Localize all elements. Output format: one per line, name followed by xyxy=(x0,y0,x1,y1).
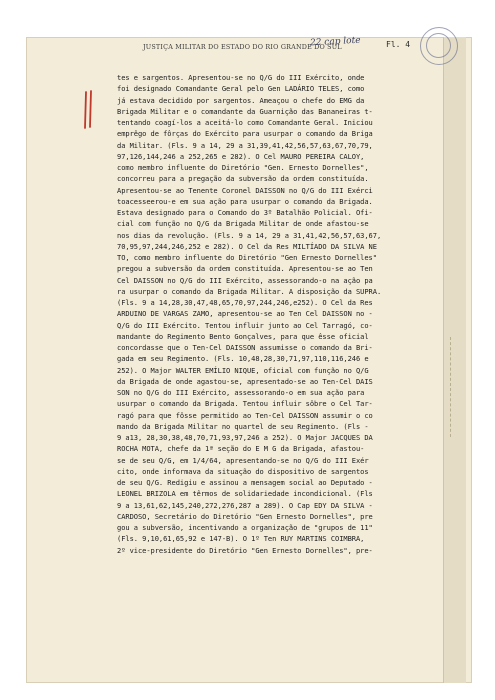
text-line: (Fls. 9 a 14,28,30,47,48,65,70,97,244,246,e252). O Cel da Res xyxy=(117,298,373,307)
text-line: mando da Brigada Militar no quartel de seu Regimento. (Fls - xyxy=(117,421,369,431)
text-line: 252). O Major WALTER EMÍLIO NIQUE, oficial com função no Q/G xyxy=(117,365,369,375)
body-text xyxy=(117,72,462,556)
text-line: como membro influente do Diretório "Gen. Ernesto Dornelles", xyxy=(117,163,369,172)
text-line: concordasse que o Ten-Cel DAISSON assumisse o comando da Bri- xyxy=(117,343,373,352)
text-line: tentando coagí-los a aceitá-lo como Comandante Geral. Iniciou xyxy=(117,118,373,127)
text-line: cito, onde informava da situação do dispositivo de sargentos xyxy=(117,466,369,476)
text-line: da Militar. (Fls. 9 a 14, 29 a 31,39,41,42,56,57,63,67,70,79, xyxy=(117,140,373,150)
handwritten-note: 22 cap lote xyxy=(309,35,361,49)
text-line: Cel DAISSON no Q/G do III Exército, assessorando-o na ação pa xyxy=(117,275,373,285)
text-line: (Fls. 9,10,61,65,92 e 147-B). O 1º Ten RUY MARTINS COIMBRA, xyxy=(117,534,365,544)
text-line: LEONEL BRIZOLA em têrmos de solidariedade incondicional. (Fls xyxy=(117,489,373,499)
text-line: concorreu para a pregação da subversão da ordem constituída. xyxy=(117,174,369,184)
page-number: Fl. 4 xyxy=(386,40,411,49)
text-line: Q/G do III Exército. Tentou influir junto ao Cel Tarragó, co- xyxy=(117,320,373,330)
text-line: se de seu Q/G, em 1/4/64, apresentando-se no Q/G do III Exér xyxy=(117,455,369,465)
text-line: CARDOSO, Secretário do Diretório "Gen Ernesto Dornelles", pre xyxy=(117,511,373,521)
red-margin-mark-icon xyxy=(82,90,98,130)
text-line: 9 a13, 28,30,38,48,70,71,93,97,246 a 252). O Major JACQUES DA xyxy=(117,433,373,442)
text-line: tes e sargentos. Apresentou-se no Q/G do III Exército, onde xyxy=(117,73,365,82)
text-line: nos dias da revolução. (Fls. 9 a 14, 29 a 31,41,42,56,57,63,67, xyxy=(117,230,382,240)
text-line: mandante do Regimento Bento Gonçalves, para que êsse oficial xyxy=(117,331,369,341)
text-line: de seu Q/G. Redigiu e assinou a mensagem social ao Deputado - xyxy=(117,478,373,487)
text-line: foi designado Comandante Geral pelo Gen LADÁRIO TELES, como xyxy=(117,84,365,94)
text-line: TO, como membro influente do Diretório "Gen Ernesto Dornelles" xyxy=(117,253,377,262)
text-line: Apresentou-se ao Tenente Coronel DAISSON no Q/G do III Exérci xyxy=(117,185,373,195)
text-line: 97,126,144,246 a 252,265 e 282). O Cel MAURO PEREIRA CALOY, xyxy=(117,151,365,161)
text-line: cial com função no Q/G da Brigada Militar de onde afastou-se xyxy=(117,219,369,229)
text-line: 70,95,97,244,246,252 e 282). O Cel da Res MILTÍADO DA SILVA NE xyxy=(117,241,377,251)
text-line: ragó para que fôsse permitido ao Ten-Cel DAISSON assumir o co xyxy=(117,410,373,420)
text-line: toacesseerou-e em sua ação para usurpar o comando da Brigada. xyxy=(117,196,373,206)
text-line: 9 a 13,61,62,145,240,272,276,287 a 289). O Cap EDY DA SILVA - xyxy=(117,500,373,510)
text-line: emprêgo de fôrças do Exército para usurpar o comando da Briga xyxy=(117,129,373,139)
text-line: ROCHA MOTA, chefe da 1ª seção do E M G da Brigada, afastou- xyxy=(117,444,365,454)
text-line: pregou a subversão da ordem constituída. Apresentou-se ao Ten xyxy=(117,264,373,274)
text-line: Estava designado para o Comando do 3º Batalhão Policial. Ofi- xyxy=(117,208,373,217)
stamp-seal xyxy=(420,27,458,65)
text-line: SON no Q/G do III Exército, assessorando-o em sua ação para xyxy=(117,388,365,397)
text-line: ARDUINO DE VARGAS ZAMO, apresentou-se ao Ten Cel DAISSON no - xyxy=(117,309,373,319)
text-line: usurpar o comando da Brigada. Tentou influir sôbre o Cel Tar- xyxy=(117,399,373,409)
text-line: gada em seu Regimento. (Fls. 10,48,28,30,71,97,110,116,246 e xyxy=(117,354,369,364)
text-line: ra usurpar o comando da Brigada Militar. A disposição da SUPRA. xyxy=(117,286,382,296)
text-line: gou a subversão, incentivando a organização de "grupos de 11" xyxy=(117,523,373,532)
text-line: já estava decidido por sargentos. Ameaçou o chefe do EMG da xyxy=(117,95,365,105)
text-line: 2º vice-presidente do Diretório "Gen Ernesto Dornelles", pre- xyxy=(117,545,373,555)
text-line: Brigada Militar e o comandante da Guarnição das Bananeiras t- xyxy=(117,106,373,116)
text-line: da Brigada de onde agastou-se, apresentado-se ao Ten-Cel DAIS xyxy=(117,376,373,386)
document-header: JUSTIÇA MILITAR DO ESTADO DO RIO GRANDE DO SUL xyxy=(143,43,342,51)
